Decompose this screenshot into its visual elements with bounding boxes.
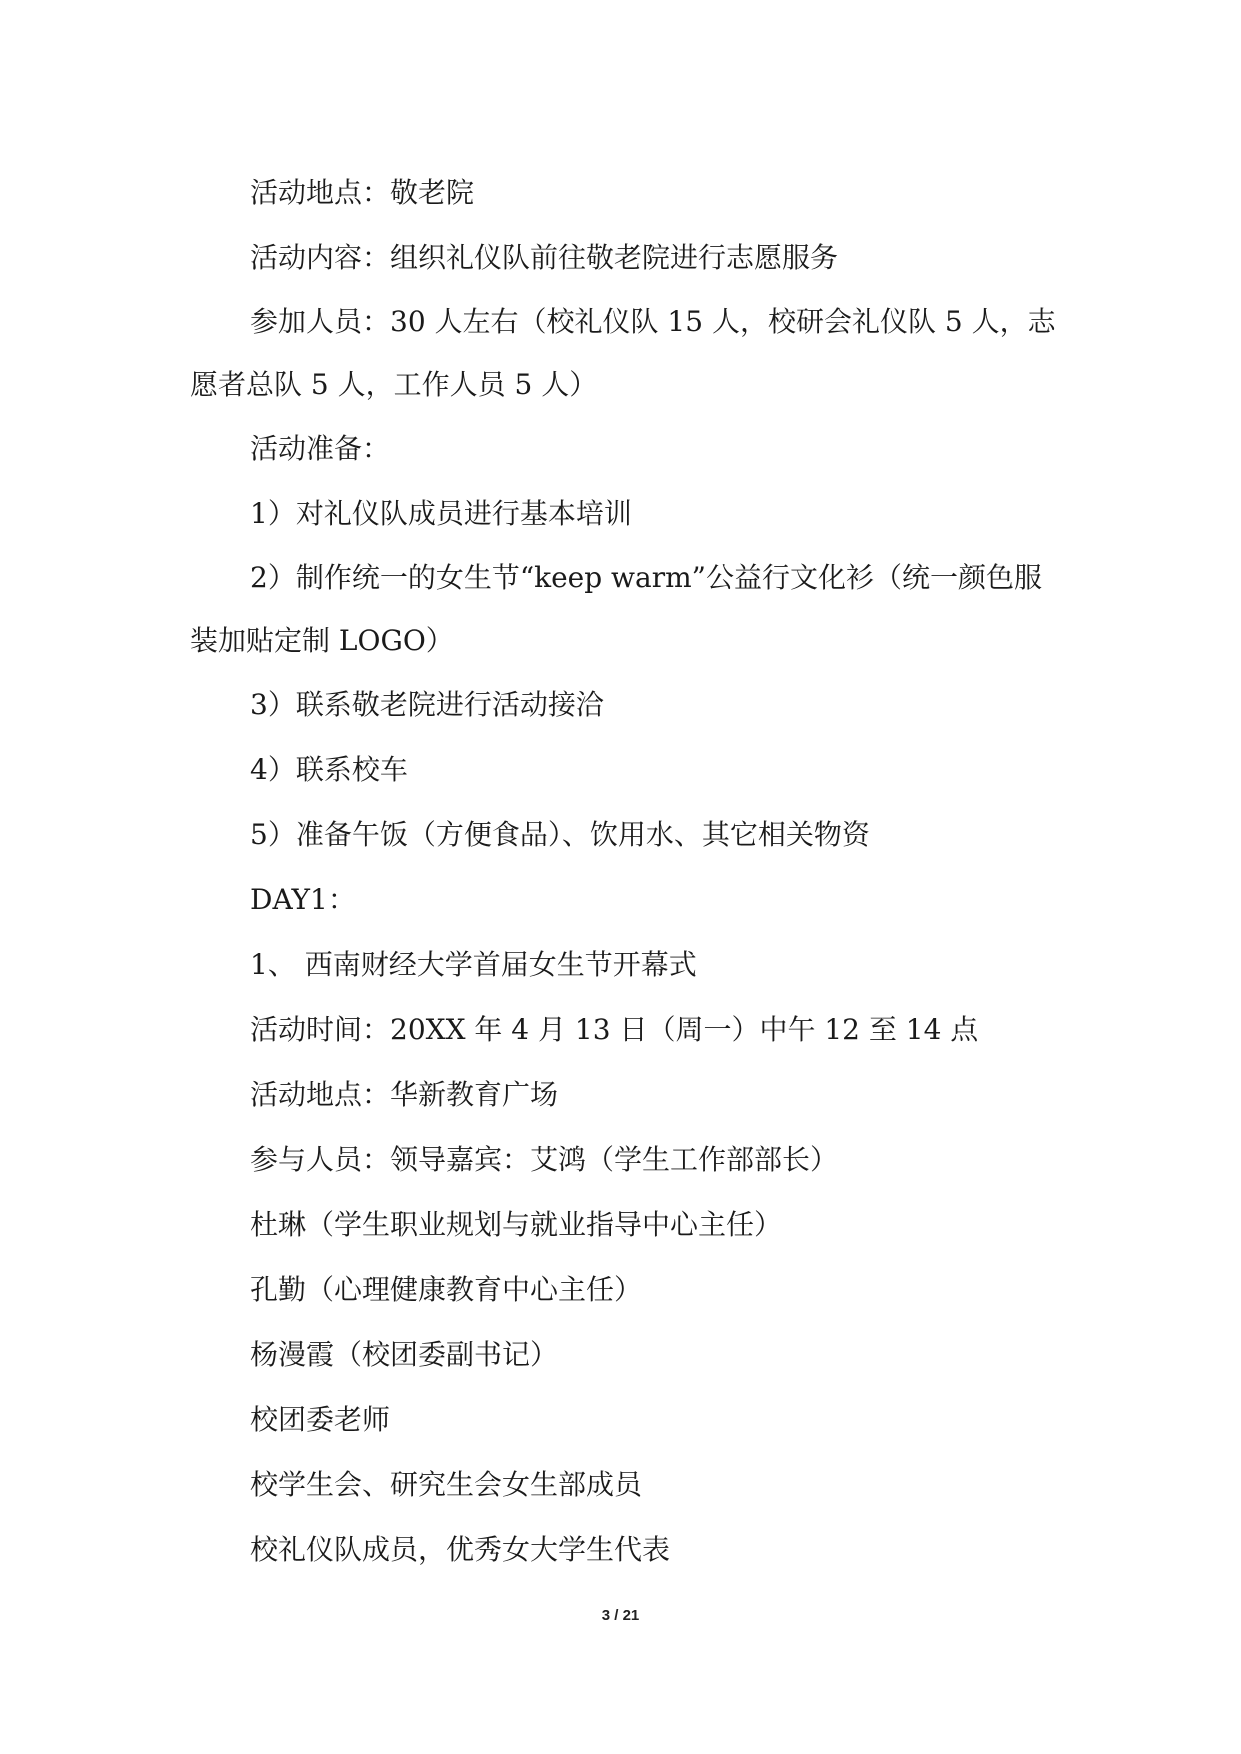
paragraph-activity-content: 活动内容：组织礼仪队前往敬老院进行志愿服务 <box>250 241 839 274</box>
list-item-prep-5: 5）准备午饭（方便食品）、饮用水、其它相关物资 <box>250 818 870 851</box>
attendee-line: 杨漫霞（校团委副书记） <box>250 1338 559 1371</box>
list-item-prep-3: 3）联系敬老院进行活动接洽 <box>250 688 604 721</box>
page-number: 3 / 21 <box>601 1607 640 1624</box>
document-body <box>190 160 1060 1582</box>
paragraph-attendees: 参与人员：领导嘉宾：艾鸿（学生工作部部长） <box>250 1143 839 1176</box>
attendee-line: 校学生会、研究生会女生部成员 <box>250 1468 643 1501</box>
list-item-prep-2: 2）制作统一的女生节“keep warm”公益行文化衫（统一颜色服装加贴定制 LOGO） <box>190 561 1042 657</box>
paragraph-event-venue: 活动地点：华新教育广场 <box>250 1078 559 1111</box>
attendee-line: 孔勤（心理健康教育中心主任） <box>250 1273 643 1306</box>
attendee-line: 校礼仪队成员，优秀女大学生代表 <box>250 1533 671 1566</box>
attendee-line: 校团委老师 <box>250 1403 391 1436</box>
paragraph-event-time: 活动时间：20XX 年 4 月 13 日（周一）中午 12 至 14 点 <box>250 1013 979 1046</box>
list-item-prep-1: 1）对礼仪队成员进行基本培训 <box>250 497 632 530</box>
paragraph-preparation-heading: 活动准备： <box>250 432 391 465</box>
paragraph-venue: 活动地点：敬老院 <box>250 176 475 209</box>
paragraph-participants: 参加人员：30 人左右（校礼仪队 15 人，校研会礼仪队 5 人，志愿者总队 5 人，工作人员 5 人） <box>190 305 1056 401</box>
list-item-prep-4: 4）联系校车 <box>250 753 408 786</box>
section-heading-day1: DAY1： <box>250 883 356 916</box>
attendee-line: 杜琳（学生职业规划与就业指导中心主任） <box>250 1208 783 1241</box>
item-heading-opening-ceremony: 1、 西南财经大学首届女生节开幕式 <box>250 948 697 981</box>
